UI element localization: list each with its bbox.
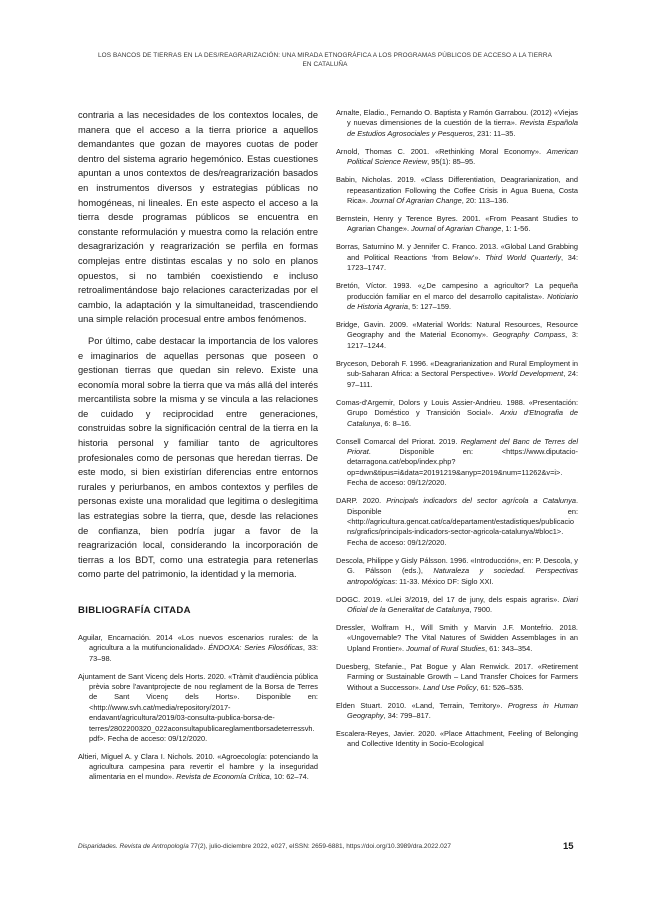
reference-item (336, 359, 578, 390)
reference-text: Borras, Saturnino M. y Jennifer C. Franco. 2013. «Global Land Grabbing and Political Reactions ‘from Below’». (336, 242, 578, 262)
reference-details: , 61: 343–354. (485, 643, 533, 653)
reference-source-title: World Development (497, 369, 564, 379)
reference-text: Ajuntament de Sant Vicenç dels Horts. 2020. «Tràmit d'audiència pública prèvia sobre l'avantprojecte de nou reglament de la Borsa de Terres de Sant Vicenç dels Horts». Disponible en: <http://www.svh.cat/media/repository/2017-endavant/agricultura/2019/03-consulta-publica-borsa-de-terres/2802200320_022aconsultapublicareglamentborsadeterressvh.pdf>. Fecha de acceso: 09/12/2020. (78, 671, 318, 743)
reference-item (336, 108, 578, 139)
reference-details: , 6: 8–16. (380, 418, 412, 428)
reference-text: Arnold, Thomas C. 2001. «Rethinking Moral Economy». (336, 146, 547, 156)
reference-details: : 11-33. México DF: Siglo XXI. (395, 576, 494, 586)
reference-item (336, 281, 578, 312)
reference-source-title: Naturaleza y sociedad. Perspectivas antropológicas (347, 566, 578, 586)
reference-text: Descola, Philippe y Gisly Pálsson. 1996. «Introducción», en: P. Descola, y G. Pálsson (eds.), (336, 555, 578, 576)
reference-details: , 3: 1217–1244. (347, 330, 578, 350)
reference-source-title: Journal Of Agrarian Change (370, 196, 462, 206)
page-number: 15 (563, 841, 574, 852)
reference-source-title: Noticiario de Historia Agraria (347, 291, 578, 312)
reference-source-title: Third World Quarterly (485, 252, 562, 262)
reference-details: , 34: 1723–1747. (347, 252, 578, 273)
reference-details: , 231: 11–35. (472, 128, 516, 138)
reference-details: , 10: 62–74. (269, 772, 309, 782)
reference-item (336, 320, 578, 351)
reference-text: DOGC. 2019. «Llei 3/2019, del 17 de juny, dels espais agraris». (336, 594, 563, 604)
running-header-line-1: LOS BANCOS DE TIERRAS EN LA DES/REAGRARIZACIÓN: UNA MIRADA ETNOGRÁFICA A LOS PROGRAMAS PÚBLICOS DE ACCESO A LA TIERRA (98, 52, 552, 59)
reference-text: Duesberg, Stefanie., Pat Bogue y Alan Renwick. 2017. «Retirement Farming or Sustainable Growth – Land Transfer Choices for Farmers Without a Successor». (336, 661, 578, 692)
reference-source-title: Arxiu d'Etnografia de Catalunya (347, 408, 578, 428)
reference-text: DARP. 2020. (336, 496, 387, 506)
running-header (90, 51, 560, 69)
reference-item (336, 623, 578, 654)
references-right (336, 108, 578, 750)
reference-text: Comas-d'Argemir, Dolors y Louis Assier-Andrieu. 1988. «Presentación: Grupo Doméstico y Transición Social». (336, 397, 578, 418)
reference-item (336, 729, 578, 750)
reference-details: , 20: 113–136. (461, 196, 509, 206)
reference-source-title: Land Use Policy (423, 682, 477, 692)
running-header-line-2: EN CATALUÑA (302, 61, 348, 68)
reference-details: , 33: 73–98. (89, 643, 319, 663)
reference-details: . Disponible en: <https://www.diputacio-detarragona.cat/ebop/index.php?op=dwn&tipus=i&data=20191219&anyp=2019&num=11262&v=i>. Fecha de acceso: 09/12/2020. (347, 446, 578, 488)
footer-journal: Disparidades. Revista de Antropología (78, 843, 189, 850)
body-paragraph-1: contraria a las necesidades de los contextos locales, de manera que el acceso a la tierra priorice a aquellos demandantes que gozan de mayores cuotas de poder dentro del sistema agrario hegemónico. Estas cuestiones apuntan a unos contextos de des/reagrarización basados en instrumentos diversos y estrategias públicas no homogéneas, ni lineales. En este aspecto el acceso a la tierra desde programas públicos se encuentra en constante reformulación y muestra como la relación entre desagrarización y reagrarización se perfila en formas complejas entre distintas escalas y no solo en planos opuestos, si no también coexistiendo e incluso retroalimentándose bajo relaciones caracterizadas por el cambio, la adaptación y la simultaneidad, trascendiendo una simple relación procesual entre ambos fenómenos. (78, 110, 318, 325)
reference-item (336, 147, 578, 168)
reference-text: Bretón, Víctor. 1993. «¿De campesino a agricultor? La pequeña producción familiar en el marco del desarrollo capitalista». (336, 281, 578, 301)
page-footer (78, 843, 458, 850)
body-paragraph-2: Por último, cabe destacar la importancia de los valores e imaginarios de aquellas personas que poseen o gestionan tierras que quedan sin relevo. Existe una economía moral sobre la tierra que va más allá del interés mercantilista sobre la misma y se vincula a las relaciones de cuidado y reciprocidad entre generaciones, construidas sobre la significación central de la tierra en la historia personal y familiar tanto de agricultores profesionales como de personas que heredan tierras. De este modo, si bien existirían diferencias entre entornos rurales y periurbanos, en ambos contextos y perfiles de personas existe una moralidad que legitima o deslegitima las estrategias sobre la tierra, que, desde las relaciones de confianza, bien podría jugar a favor de la reagrarización local, considerando la incorporación de tierras a los BDT, como una estrategia para retenerlas como parte del patrimonio, la identidad y la memoria. (78, 335, 318, 580)
reference-source-title: ÉNDOXA: Series Filosóficas (208, 643, 303, 653)
reference-text: Babin, Nicholas. 2019. «Class Differentiation, Deagrarianization, and repeasantization Following the Coffee Crisis in Agua Buena, Costa Rica». (336, 175, 578, 206)
reference-source-title: Principals indicadors del sector agrícola a Catalunya (386, 496, 576, 506)
reference-text: Escalera-Reyes, Javier. 2020. «Place Attachment, Feeling of Belonging and Collective Identity in Socio-Ecological (336, 729, 578, 749)
reference-source-title: Diari Oficial de la Generalitat de Catalunya (347, 594, 578, 614)
reference-details: , 34: 799–817. (383, 711, 431, 720)
reference-source-title: Revista Española de Estudios Agrosociales y Pesqueros (347, 118, 578, 138)
reference-source-title: Journal of Rural Studies (406, 643, 486, 653)
reference-details: , 1: 1-56. (501, 224, 531, 234)
reference-text: Bryceson, Deborah F. 1996. «Deagrarianization and Rural Employment in sub-Saharan Africa: a Sectoral Perspective». (336, 358, 578, 379)
reference-text: Consell Comarcal del Priorat. 2019. (336, 436, 461, 446)
reference-item (336, 214, 578, 235)
reference-source-title: American Political Science Review (347, 146, 578, 167)
reference-details: . Disponible en: <http://agricultura.gencat.cat/ca/departament/estadistiques/publicacions/grafics/principals-indicadors-sector-agricola-catalunya/#bloc1>. Fecha de acceso: 09/12/2020. (347, 496, 579, 547)
reference-source-title: Reglament del Banc de Terres del Priorat (347, 436, 578, 456)
reference-item (336, 595, 578, 616)
reference-item (336, 701, 578, 722)
reference-source-title: Progress in Human Geography (347, 700, 578, 720)
reference-source-title: Geography Compass (492, 330, 566, 340)
reference-item (336, 242, 578, 273)
reference-text: Altieri, Miguel A. y Clara I. Nichols. 2010. «Agroecología: potenciando la agricultura campesina para revertir el hambre y la inseguridad alimentaria en el mundo». (78, 751, 318, 782)
reference-text: Arnalte, Eladio., Fernando O. Baptista y Ramón Garrabou. (2012) «Viejas y nuevas dimensiones de la cuestión de la tierra». (336, 108, 578, 128)
reference-item (336, 556, 578, 587)
reference-details: , 5: 127–159. (407, 302, 452, 312)
reference-item (336, 175, 578, 206)
reference-text: Bridge, Gavin. 2009. «Material Worlds: Natural Resources, Resource Geography and the Material Economy». (336, 320, 578, 340)
footer-citation: 77(2), julio-diciembre 2022, e027, eISSN: 2659-6881, https://doi.org/10.3989/dra.2022.027 (188, 843, 452, 850)
reference-details: , 7900. (469, 604, 493, 614)
left-column (78, 108, 318, 790)
reference-item (78, 752, 318, 783)
reference-source-title: Revista de Economía Crítica (176, 772, 270, 782)
reference-source-title: Journal of Agrarian Change (411, 224, 502, 234)
reference-details: , 95(1): 85–95. (427, 157, 476, 167)
reference-item (78, 672, 318, 745)
section-title: BIBLIOGRAFÍA CITADA (78, 605, 191, 616)
reference-text: Elden Stuart. 2010. «Land, Terrain, Territory». (336, 700, 508, 710)
reference-details: , 24: 97–111. (347, 369, 578, 389)
reference-item (336, 398, 578, 429)
reference-text: Aguilar, Encarnación. 2014 «Los nuevos escenarios rurales: de la agricultura a la mutifuncionalidad». (78, 633, 318, 653)
reference-text: Dressler, Wolfram H., Will Smith y Marvin J.F. Montefrio. 2018. «Ungovernable? The Vital Natures of Swidden Assemblages in an Upland Frontier». (336, 622, 578, 653)
reference-item (336, 662, 578, 693)
reference-text: Bernstein, Henry y Terence Byres. 2001. «From Peasant Studies to Agrarian Change». (336, 214, 578, 234)
reference-item (78, 633, 318, 664)
references-left (78, 633, 318, 783)
reference-details: , 61: 526–535. (476, 682, 524, 692)
reference-item (336, 496, 578, 548)
reference-item (336, 437, 578, 489)
right-column (336, 108, 578, 757)
